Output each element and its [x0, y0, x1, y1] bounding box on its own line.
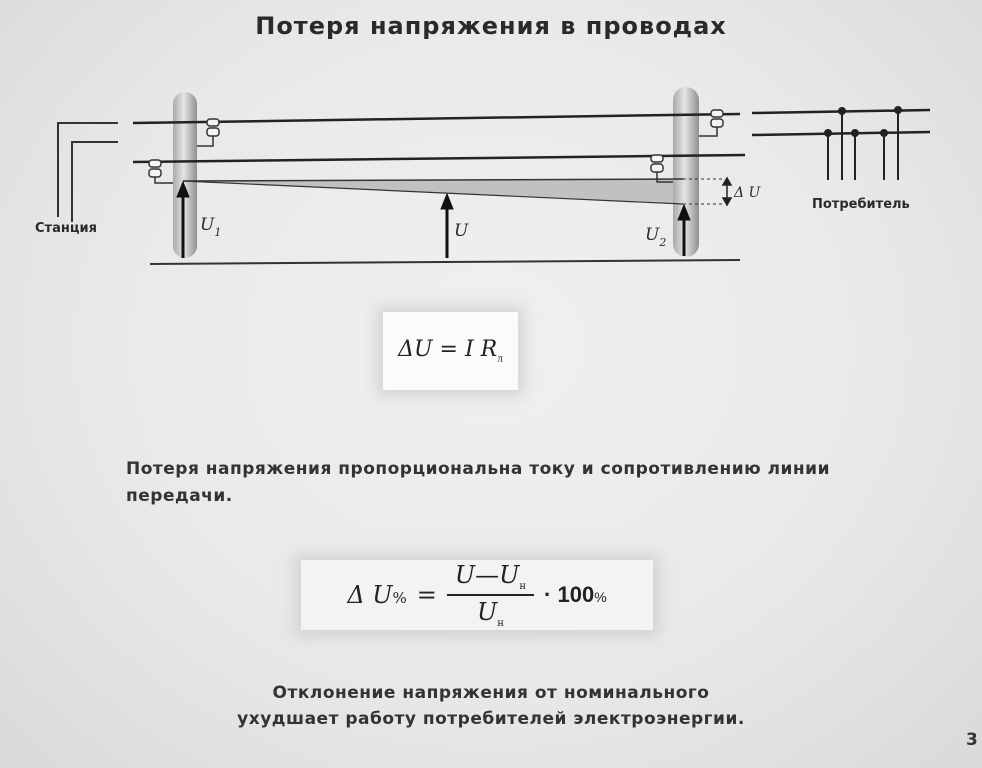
formula1-eq: =: [439, 337, 458, 363]
station-pole: [173, 92, 197, 258]
deviation-caption: [0, 680, 982, 732]
delta-u-arrow-icon: [723, 178, 731, 205]
power-line-diagram: [0, 0, 982, 300]
page-number: 3: [966, 730, 978, 750]
formula1-rhs: I R: [464, 337, 498, 363]
station-label: Станция: [35, 221, 97, 236]
station-busbar-outer: [58, 123, 118, 217]
formula2-lhs-pct: %: [392, 589, 407, 607]
formula2-den-sub: н: [497, 617, 504, 629]
proportionality-caption: Потеря напряжения пропорциональна току и сопротивлению линии передачи.: [126, 459, 830, 506]
insulator-icon: [149, 160, 173, 183]
consumer-label: Потребитель: [812, 197, 910, 212]
deviation-caption-line2: ухудшает работу потребителей электроэнергии.: [237, 709, 745, 729]
formula2-mult-pct: %: [594, 589, 607, 605]
voltage-deviation-formula: [301, 560, 653, 630]
formula2-denominator: U: [477, 598, 498, 626]
ground-line: [150, 260, 740, 264]
u-arrow-icon: [441, 194, 453, 258]
u2-label: $U_2$: [645, 225, 667, 249]
formula2-fraction: [447, 561, 534, 629]
formula2-num-sub: н: [519, 581, 527, 592]
consumer-taps: [825, 107, 901, 180]
formula2-lhs: Δ U: [347, 581, 393, 609]
delta-u-label: Δ U: [734, 185, 761, 201]
u-label: U: [454, 221, 469, 241]
consumer-pole: [673, 87, 699, 257]
upper-wire: [133, 114, 740, 123]
insulator-icon: [651, 155, 673, 182]
formula2-numerator: U—U: [454, 561, 520, 590]
voltage-drop-formula: [383, 312, 518, 390]
formula2-eq: =: [416, 581, 437, 609]
station-busbar-inner: [72, 142, 118, 222]
formula2-multiplier: · 100: [544, 582, 595, 607]
u1-label: $U_1$: [200, 215, 222, 239]
formula1-lhs: ΔU: [398, 337, 433, 363]
deviation-caption-line1: Отклонение напряжения от номинального: [272, 683, 710, 703]
formula1-rhs-sub: л: [497, 354, 503, 365]
slide-title: Потеря напряжения в проводах: [255, 12, 727, 40]
